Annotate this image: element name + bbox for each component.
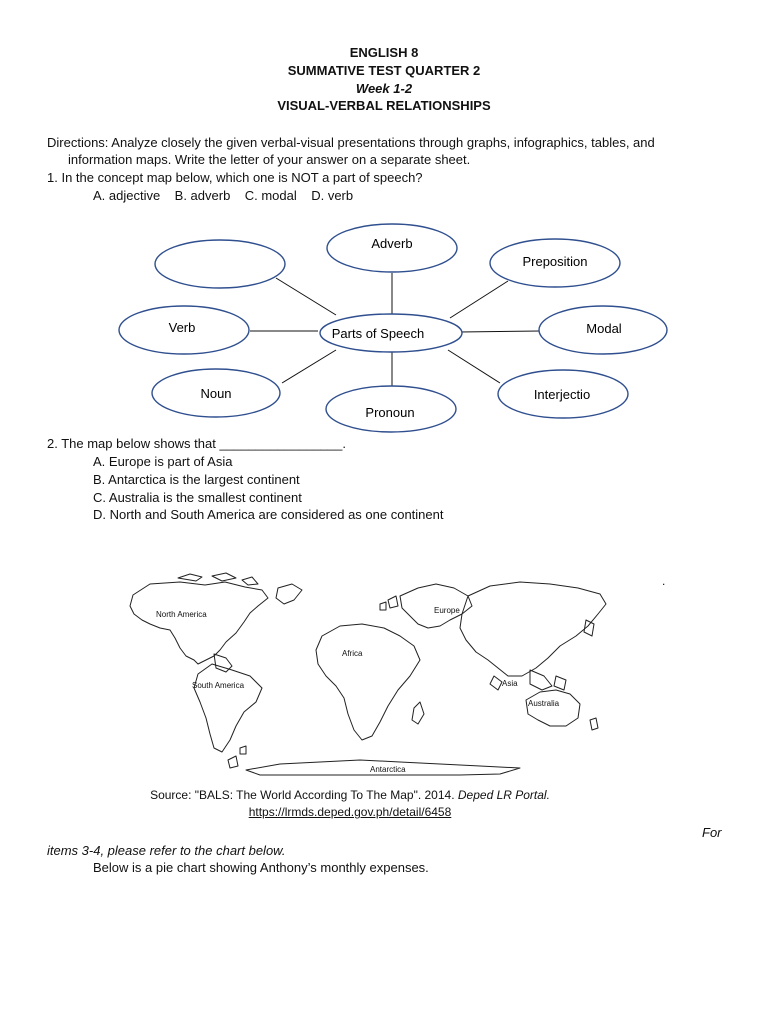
svg-text:Pronoun: Pronoun [365, 405, 415, 420]
week-label: Week 1-2 [355, 81, 413, 96]
concept-node-verb [119, 306, 249, 354]
label-north-america: North America [156, 610, 207, 619]
svg-text:Noun: Noun [200, 386, 232, 401]
question-1: 1. In the concept map below, which one is NOT a part of speech? [47, 170, 423, 185]
concept-node-preposition [490, 239, 620, 287]
label-africa: Africa [342, 649, 363, 658]
stray-dot: . [662, 574, 666, 588]
question-2: 2. The map below shows that _________________. [47, 436, 346, 451]
concept-node-modal [539, 306, 667, 354]
map-source-url[interactable]: https://lrmds.deped.gov.ph/detail/6458 [248, 805, 452, 819]
concept-node-adverb [327, 224, 457, 272]
label-europe: Europe [434, 606, 460, 615]
svg-text:Verb: Verb [168, 320, 196, 335]
world-map [0, 570, 768, 785]
label-australia: Australia [528, 699, 560, 708]
map-source [0, 788, 700, 802]
concept-map [0, 215, 768, 440]
south-america-outline [194, 664, 262, 752]
concept-node-center [320, 314, 462, 352]
concept-node-interjection [498, 370, 628, 418]
question-2-choice-a: A. Europe is part of Asia [93, 454, 233, 469]
map-source-url-line [0, 805, 700, 819]
items-3-4-instruction: items 3-4, please refer to the chart below. [47, 843, 286, 858]
label-antarctica: Antarctica [370, 765, 406, 774]
question-2-choice-d: D. North and South America are considered as one continent [93, 507, 444, 522]
items-3-4-for: For [702, 825, 722, 840]
concept-node-blank [155, 240, 285, 288]
pie-chart-intro: Below is a pie chart showing Anthony’s monthly expenses. [93, 860, 429, 875]
directions-line-1: Directions: Analyze closely the given verbal-visual presentations through graphs, infographics, tables, and [47, 135, 655, 150]
question-1-choices: A. adjective B. adverb C. modal D. verb [93, 188, 354, 203]
question-2-choice-b: B. Antarctica is the largest continent [93, 472, 300, 487]
australia-outline [526, 690, 580, 726]
svg-text:Modal: Modal [586, 321, 622, 336]
label-asia: Asia [502, 679, 518, 688]
directions-line-2: information maps. Write the letter of your answer on a separate sheet. [68, 152, 471, 167]
label-south-america: South America [192, 681, 245, 690]
test-title: SUMMATIVE TEST QUARTER 2 [287, 63, 481, 78]
subject-title: ENGLISH 8 [349, 45, 419, 60]
svg-text:Preposition: Preposition [522, 254, 588, 269]
africa-outline [316, 624, 420, 740]
svg-text:Parts of Speech: Parts of Speech [331, 326, 425, 341]
question-2-choice-c: C. Australia is the smallest continent [93, 490, 302, 505]
concept-node-noun [152, 369, 280, 417]
map-source-prefix: Source: "BALS: The World According To The Map". 2014. [150, 788, 458, 802]
svg-text:Adverb: Adverb [371, 236, 413, 251]
map-source-portal: Deped LR Portal. [457, 788, 550, 802]
north-america-outline [130, 582, 268, 664]
svg-text:Interjectio: Interjectio [533, 387, 591, 402]
concept-node-pronoun [326, 386, 456, 432]
topic-title: VISUAL-VERBAL RELATIONSHIPS [277, 98, 491, 113]
